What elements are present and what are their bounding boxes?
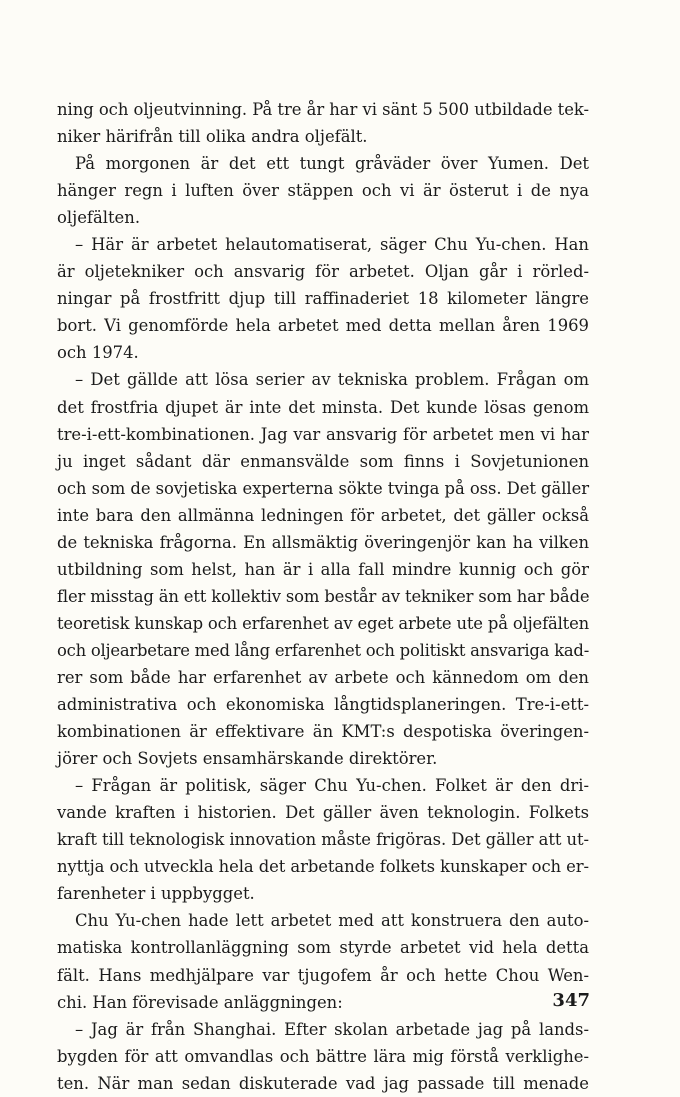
text-line: fält. Hans medhjälpare var tjugofem år och hette Chou Wen-: [57, 965, 589, 985]
text-line: och som de sovjetiska experterna sökte tvinga på oss. Det gäller: [57, 478, 589, 498]
text-line: administrativa och ekonomiska långtidsplaneringen. Tre-i-ett-: [57, 695, 589, 715]
text-line: – Här är arbetet helautomatiserat, säger Chu Yu-chen. Han: [75, 235, 589, 255]
text-line: farenheter i uppbygget.: [57, 884, 255, 904]
text-line: tre-i-ett-kombinationen. Jag var ansvarig för arbetet men vi har: [57, 424, 589, 444]
text-line: inte bara den allmänna ledningen för arbetet, det gäller också: [57, 505, 589, 525]
text-line: de tekniska frågorna. En allsmäktig överingenjör kan ha vilken: [57, 532, 589, 552]
text-line: ning och oljeutvinning. På tre år har vi sänt 5 500 utbildade tek-: [57, 100, 589, 119]
text-line: oljefälten.: [57, 208, 141, 228]
text-line: är oljetekniker och ansvarig för arbetet. Oljan går i rörled-: [57, 262, 589, 282]
text-line: nyttja och utveckla hela det arbetande folkets kunskaper och er-: [57, 857, 589, 877]
text-line: ten. När man sedan diskuterade vad jag passade till menade: [57, 1073, 589, 1093]
body-text: [57, 96, 589, 1097]
text-line: Chu Yu-chen hade lett arbetet med att konstruera den auto-: [75, 911, 589, 931]
text-line: hänger regn i luften över stäppen och vi är österut i de nya: [57, 181, 589, 201]
text-line: – Jag är från Shanghai. Efter skolan arbetade jag på lands-: [75, 1019, 589, 1039]
text-line: teoretisk kunskap och erfarenhet av eget arbete ute på oljefälten: [57, 613, 589, 633]
text-line: bort. Vi genomförde hela arbetet med detta mellan åren 1969: [57, 316, 589, 336]
text-line: – Det gällde att lösa serier av tekniska problem. Frågan om: [75, 370, 589, 390]
text-line: – Frågan är politisk, säger Chu Yu-chen. Folket är den dri-: [75, 776, 589, 796]
text-line: kombinationen är effektivare än KMT:s despotiska överingen-: [57, 722, 589, 742]
text-line: och 1974.: [57, 343, 139, 363]
text-line: vande kraften i historien. Det gäller även teknologin. Folkets: [57, 803, 589, 823]
text-line: ningar på frostfritt djup till raffinaderiet 18 kilometer längre: [57, 289, 589, 309]
text-line: jörer och Sovjets ensamhärskande direktörer.: [57, 749, 438, 769]
text-line: utbildning som helst, han är i alla fall mindre kunnig och gör: [57, 559, 589, 579]
text-line: chi. Han förevisade anläggningen:: [57, 992, 343, 1012]
text-line: och oljearbetare med lång erfarenhet och politiskt ansvariga kad-: [57, 640, 589, 660]
text-line: bygden för att omvandlas och bättre lära mig förstå verklighe-: [57, 1046, 589, 1066]
text-line: matiska kontrollanläggning som styrde arbetet vid hela detta: [57, 938, 589, 958]
text-line: fler misstag än ett kollektiv som består av tekniker som har både: [57, 586, 590, 606]
text-line: rer som både har erfarenhet av arbete och kännedom om den: [57, 667, 589, 687]
text-line: På morgonen är det ett tungt gråväder över Yumen. Det: [75, 154, 589, 174]
text-line: kraft till teknologisk innovation måste frigöras. Det gäller att ut-: [57, 830, 589, 850]
text-line: ju inget sådant där enmansvälde som finns i Sovjetunionen: [57, 451, 589, 471]
text-line: niker härifrån till olika andra oljefält.: [57, 127, 368, 147]
text-line: det frostfria djupet är inte det minsta. Det kunde lösas genom: [57, 397, 589, 417]
page-number: 347: [552, 990, 590, 1011]
